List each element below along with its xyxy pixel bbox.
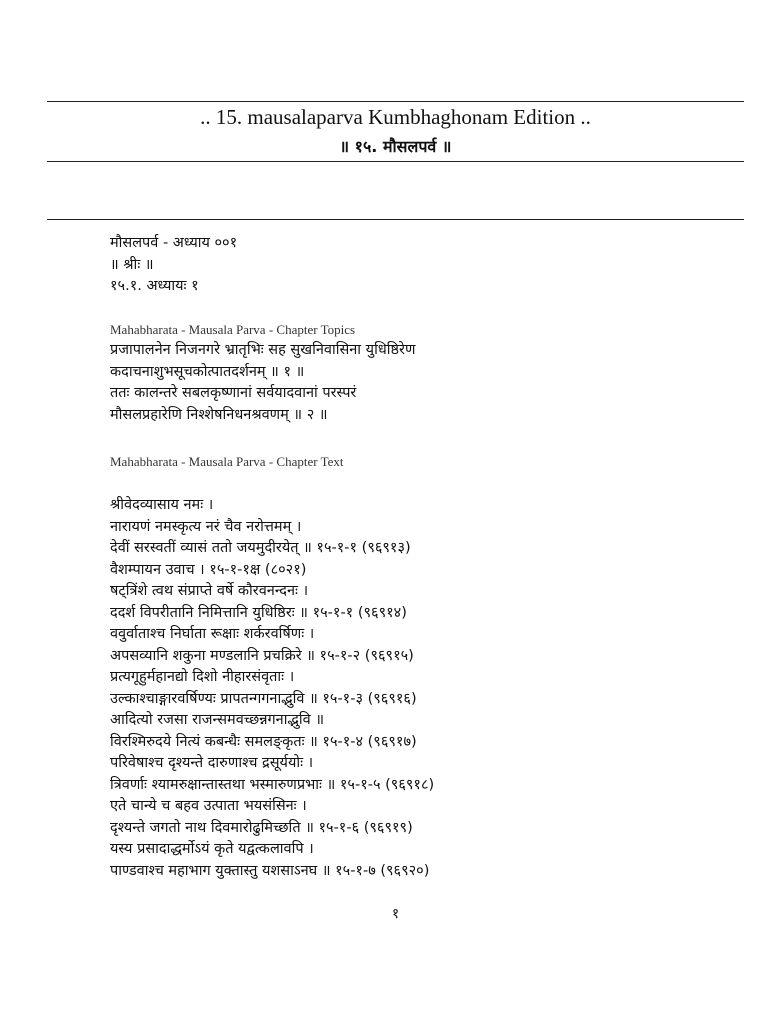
topic-line: प्रजापालनेन निजनगरे भ्रातृभिः सह सुखनिवासिना युधिष्ठिरेण <box>110 342 416 358</box>
topics-heading: Mahabharata - Mausala Parva - Chapter Topics <box>110 322 356 337</box>
chapter-number: १५.१. अध्यायः १ <box>110 278 199 294</box>
chapter-text <box>110 495 710 882</box>
section-rule <box>47 219 744 220</box>
invocation: ॥ श्रीः ॥ <box>110 256 154 273</box>
verse-line: एते चान्ये च बहव उत्पाता भयसंसिनः । <box>110 798 307 814</box>
chapter-label: मौसलपर्व - अध्याय ००१ <box>110 235 238 251</box>
top-rule <box>47 101 744 102</box>
verse-line: आदित्यो रजसा राजन्समवच्छन्नगनाद्भुवि ॥ <box>110 712 325 728</box>
document-subtitle: ॥ १५. मौसलपर्व ॥ <box>339 137 452 156</box>
topic-line: ततः कालन्तरे सबलकृष्णानां सर्वयादवानां परस्परं <box>110 385 357 401</box>
chapter-head <box>110 233 710 298</box>
verse-line: पाण्डवाश्च महाभाग युक्तास्तु यशसाऽनघ ॥ १५-१-७ (९६९२०) <box>110 862 430 879</box>
topics-section <box>110 320 710 426</box>
verse-line: अपसव्यानि शकुना मण्डलानि प्रचक्रिरे ॥ १५-१-२ (९६९१५) <box>110 647 414 664</box>
page-number: १ <box>391 906 400 922</box>
verse-line: षट्त्रिंशे त्वथ संप्राप्ते वर्षे कौरवनन्दनः । <box>110 583 309 599</box>
verse-line: ददर्श विपरीतानि निमित्तानि युधिष्ठिरः ॥ १५-१-१ (९६९१४) <box>110 604 407 621</box>
document-title: .. 15. mausalaparva Kumbhaghonam Edition .. <box>200 105 591 129</box>
verse-line: श्रीवेदव्यासाय नमः । <box>110 497 214 513</box>
verse-line: ववुर्वाताश्च निर्घाता रूक्षाः शर्करवर्षिणः । <box>110 626 315 642</box>
verse-line: उल्काश्चाङ्गारवर्षिण्यः प्रापतन्गगनाद्भुवि ॥ १५-१-३ (९६९१६) <box>110 690 417 707</box>
verse-line: वैशम्पायन उवाच । १५-१-१क्ष (८०२१) <box>110 561 307 578</box>
verse-line: प्रत्यगूहुर्महानद्यो दिशो नीहारसंवृताः । <box>110 669 295 685</box>
verse-line: परिवेषाश्च दृश्यन्ते दारुणाश्च द्रसूर्ययोः । <box>110 755 314 771</box>
verse-line: विरश्मिरुदये नित्यं कबन्धैः समलङ्कृतः ॥ १५-१-४ (९६९१७) <box>110 733 417 750</box>
header-bottom-rule <box>47 161 744 162</box>
verse-line: दृश्यन्ते जगतो नाथ दिवमारोढुमिच्छति ॥ १५-१-६ (९६९१९) <box>110 819 413 836</box>
topic-line: मौसलप्रहारेणि निश्शेषनिधनश्रवणम् ॥ २ ॥ <box>110 406 328 423</box>
topic-line: कदाचनाशुभसूचकोत्पातदर्शनम् ॥ १ ॥ <box>110 363 305 380</box>
verse-line: यस्य प्रसादाद्धर्मोऽयं कृते यद्वत्कलावपि । <box>110 841 314 857</box>
text-heading: Mahabharata - Mausala Parva - Chapter Text <box>110 454 344 469</box>
verse-line: त्रिवर्णाः श्यामरुक्षान्तास्तथा भस्मारुणप्रभाः ॥ १५-१-५ (९६९१८) <box>110 776 435 793</box>
text-heading-block <box>110 452 710 472</box>
verse-line: देवीं सरस्वतीं व्यासं ततो जयमुदीरयेत् ॥ १५-१-१ (९६९१३) <box>110 540 411 556</box>
verse-line: नारायणं नमस्कृत्य नरं चैव नरोत्तमम् । <box>110 518 302 535</box>
